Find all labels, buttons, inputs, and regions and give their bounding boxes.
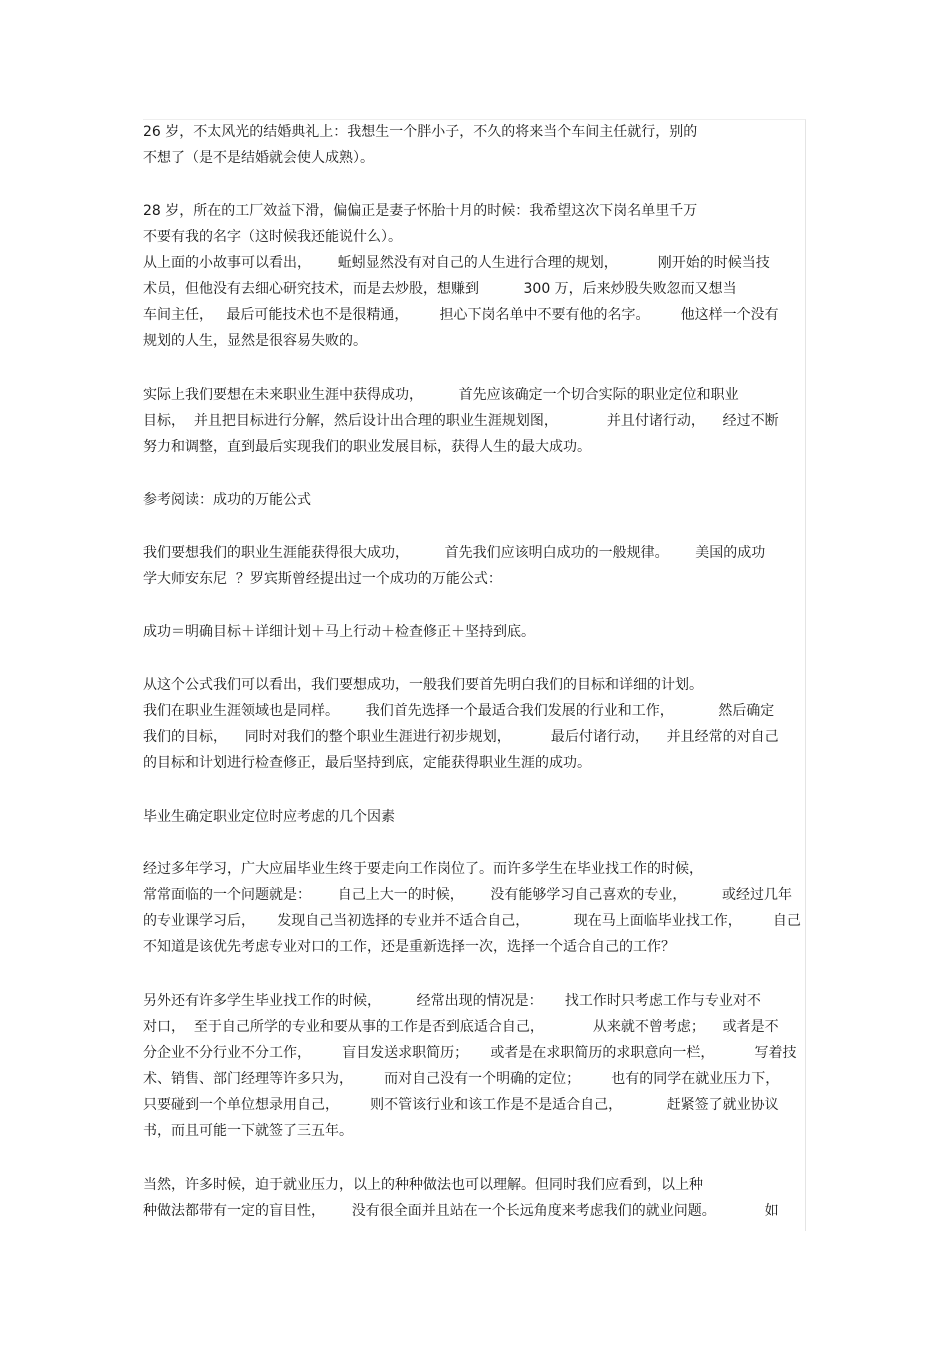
text-line: 车间主任， 最后可能技术也不是很精通， 担心下岗名单中不要有他的名字。 他这样一个没有 [143, 307, 779, 323]
text-line: 我们要想我们的职业生涯能获得很大成功， 首先我们应该明白成功的一般规律。 美国的成功 [143, 545, 766, 561]
text-line: 从上面的小故事可以看出， 蚯蚓显然没有对自己的人生进行合理的规划， 刚开始的时候当技 [143, 255, 770, 271]
paragraph-success-law [143, 540, 765, 592]
text-line: 成功＝明确目标＋详细计划＋马上行动＋检查修正＋坚持到底。 [143, 624, 535, 640]
heading-reference-reading [143, 487, 311, 513]
text-line: 规划的人生，显然是很容易失败的。 [143, 333, 367, 349]
text-line: 常常面临的一个问题就是： 自己上大一的时候， 没有能够学习自己喜欢的专业， 或经过几年 [143, 887, 793, 903]
text-line: 对口， 至于自己所学的专业和要从事的工作是否到底适合自己， 从来就不曾考虑； 或者是不 [143, 1019, 779, 1035]
paragraph-pressure [143, 1172, 779, 1224]
paragraph-graduates [143, 856, 801, 960]
text-line: 参考阅读：成功的万能公式 [143, 492, 311, 508]
text-line: 不想了（是不是结婚就会使人成熟）。 [143, 150, 374, 166]
text-line: 毕业生确定职业定位时应考虑的几个因素 [143, 809, 395, 825]
paragraph-career-goal [143, 382, 779, 460]
text-line: 分企业不分行业不分工作， 盲目发送求职简历； 或者是在求职简历的求职意向一栏， 写着技 [143, 1045, 797, 1061]
heading-career-factors [143, 804, 395, 830]
text-line: 28 岁，所在的工厂效益下滑，偏偏正是妻子怀胎十月的时候：我希望这次下岗名单里千万 [143, 203, 698, 219]
text-line: 术、销售、部门经理等许多只为， 而对自己没有一个明确的定位； 也有的同学在就业压力下， [143, 1071, 780, 1087]
text-line: 26 岁，不太风光的结婚典礼上：我想生一个胖小子，不久的将来当个车间主任就行，别的 [143, 124, 698, 140]
text-line: 实际上我们要想在未来职业生涯中获得成功， 首先应该确定一个切合实际的职业定位和职业 [143, 387, 739, 403]
text-line: 不要有我的名字（这时候我还能说什么）。 [143, 229, 402, 245]
text-line: 学大师安东尼 ？罗宾斯曾经提出过一个成功的万能公式： [143, 571, 502, 587]
paragraph-formula [143, 619, 535, 645]
text-line: 另外还有许多学生毕业找工作的时候， 经常出现的情况是： 找工作时只考虑工作与专业对不 [143, 993, 761, 1009]
text-line: 书，而且可能一下就签了三五年。 [143, 1123, 353, 1139]
text-line: 从这个公式我们可以看出，我们要想成功，一般我们要首先明白我们的目标和详细的计划。 [143, 677, 703, 693]
text-line: 只要碰到一个单位想录用自己， 则不管该行业和该工作是不是适合自己， 赶紧签了就业协议 [143, 1097, 779, 1113]
text-line: 我们的目标， 同时对我们的整个职业生涯进行初步规划， 最后付诸行动， 并且经常的对自己 [143, 729, 779, 745]
text-line: 我们在职业生涯领域也是同样。 我们首先选择一个最适合我们发展的行业和工作， 然后确定 [143, 703, 775, 719]
paragraph-layoff [143, 198, 779, 354]
text-line: 当然，许多时候，迫于就业压力，以上的种种做法也可以理解。但同时我们应看到，以上种 [143, 1177, 703, 1193]
text-line: 的专业课学习后， 发现自己当初选择的专业并不适合自己， 现在马上面临毕业找工作， 自己 [143, 913, 801, 929]
text-line: 术员，但他没有去细心研究技术，而是去炒股，想赚到 300 万，后来炒股失败忽而又想当 [143, 281, 737, 297]
text-line: 的目标和计划进行检查修正，最后坚持到底，定能获得职业生涯的成功。 [143, 755, 591, 771]
text-line: 目标， 并且把目标进行分解，然后设计出合理的职业生涯规划图， 并且付诸行动， 经过不断 [143, 413, 779, 429]
paragraph-wedding [143, 119, 697, 171]
text-line: 种做法都带有一定的盲目性， 没有很全面并且站在一个长远角度来考虑我们的就业问题。 如 [143, 1203, 779, 1219]
text-line: 努力和调整，直到最后实现我们的职业发展目标，获得人生的最大成功。 [143, 439, 591, 455]
text-line: 经过多年学习，广大应届毕业生终于要走向工作岗位了。而许多学生在毕业找工作的时候， [143, 861, 703, 877]
paragraph-job-hunting [143, 988, 796, 1144]
paragraph-formula-explained [143, 672, 779, 776]
text-line: 不知道是该优先考虑专业对口的工作，还是重新选择一次，选择一个适合自己的工作？ [143, 939, 675, 955]
